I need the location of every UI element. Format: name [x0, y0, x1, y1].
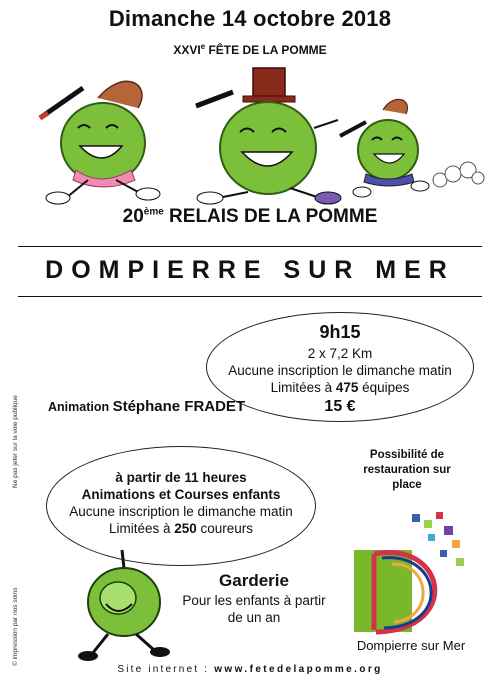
logo-caption: Dompierre sur Mer: [356, 638, 466, 653]
apple-runner-left: [40, 81, 160, 204]
garderie-apple-illustration: [78, 546, 174, 664]
website-footer: Site internet : www.fetedelapomme.org: [117, 664, 383, 675]
race-note: Aucune inscription le dimanche matin: [228, 363, 452, 378]
event-date: Dimanche 14 octobre 2018: [108, 6, 392, 31]
side-note-bottom: © impression par nos soins: [12, 587, 19, 666]
restauration-note: Possibilité de restauration sur place: [363, 449, 451, 491]
divider-bottom: [18, 296, 482, 297]
apple-runner-middle: [196, 68, 341, 204]
kids-start: à partir de 11 heures: [115, 470, 247, 485]
fete-title: XXVIe FÊTE DE LA POMME: [173, 42, 327, 57]
dompierre-logo: [352, 510, 467, 658]
garderie-title: Garderie: [219, 571, 289, 590]
animation-credit: Animation Stéphane FRADET: [48, 398, 246, 415]
race-distance: 2 x 7,2 Km: [307, 346, 373, 361]
side-note-top: Ne pas jeter sur la voie publique: [12, 395, 19, 488]
garderie-info: Garderie Pour les enfants à partir de un an: [170, 570, 338, 626]
relais-title: 20ème RELAIS DE LA POMME: [122, 206, 378, 227]
kids-note: Aucune inscription le dimanche matin: [69, 504, 293, 519]
race-time: 9h15: [319, 322, 361, 342]
race-info-oval: [206, 312, 474, 422]
running-apples-illustration: [28, 58, 488, 208]
divider-top: [18, 246, 482, 247]
website-link[interactable]: www.fetedelapomme.org: [214, 664, 383, 675]
town-name: DOMPIERRE SUR MER: [45, 256, 455, 284]
apple-runner-right: [340, 99, 484, 197]
kids-limit: Limitées à 250 coureurs: [108, 521, 254, 536]
race-price: 15 €: [324, 398, 356, 415]
race-limit: Limitées à 475 équipes: [270, 380, 410, 395]
kids-title: Animations et Courses enfants: [81, 487, 281, 502]
